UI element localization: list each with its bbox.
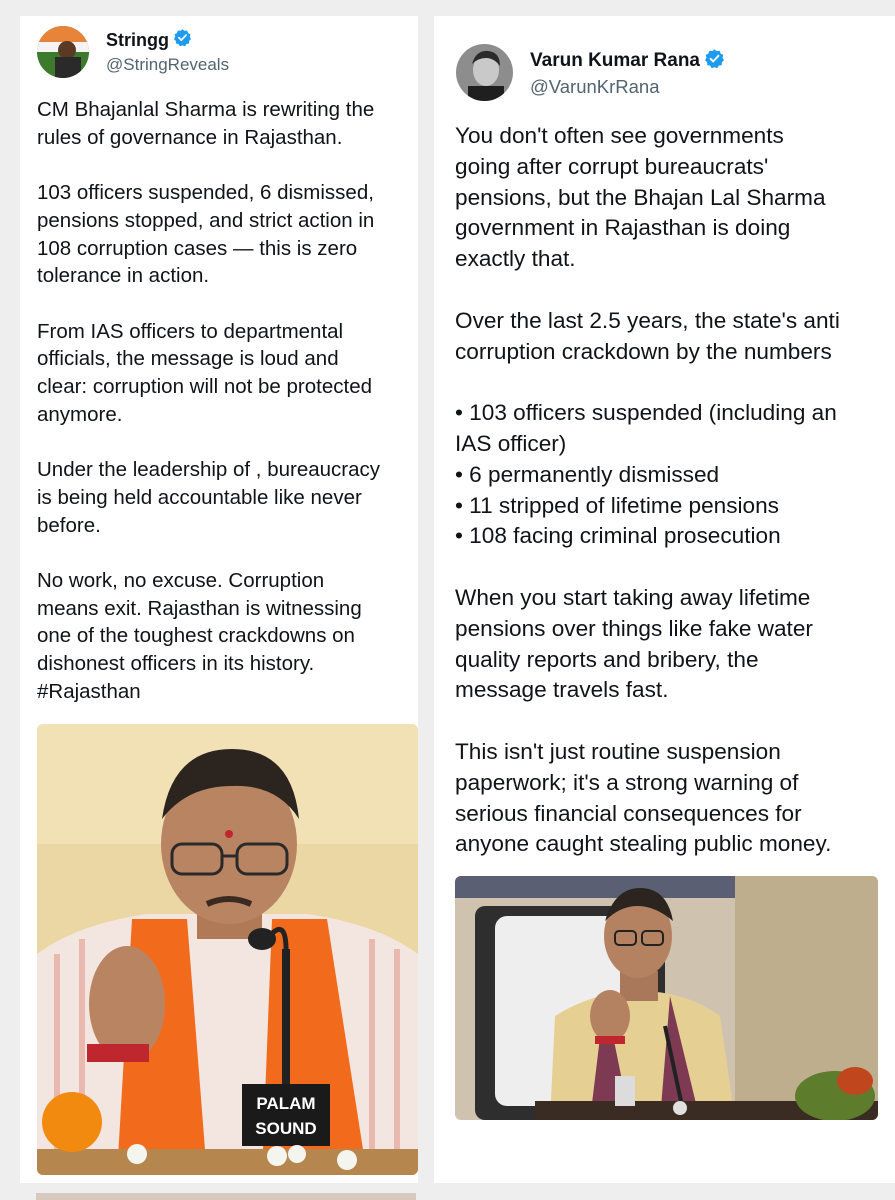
tweet-text: CM Bhajanlal Sharma is rewriting the rules of governance in Rajasthan. 103 officers suspended, 6 dismissed, pensions stopped, and strict action in 108 corruption cases — this is zero tolerance in action. From IAS officers to departmental officials, the message is loud and clear: corruption will not be protected anymore. Under the leadership of , bureaucracy is being held accountable like never before. No work, no excuse. Corruption means exit. Rajasthan is witnessing one of the toughest crackdowns on dishonest officers in its history. #Rajasthan bbox=[37, 98, 381, 703]
author-row bbox=[106, 28, 192, 52]
avatar-stringg[interactable] bbox=[37, 26, 89, 78]
photo-cm-at-meeting bbox=[455, 876, 878, 1120]
tweet-photo[interactable] bbox=[37, 724, 418, 1175]
sign-line2: SOUND bbox=[255, 1119, 317, 1138]
verified-badge-icon bbox=[704, 48, 725, 74]
photo-cm-at-podium bbox=[37, 724, 418, 1175]
handle[interactable]: @StringReveals bbox=[106, 55, 230, 74]
avatar-image bbox=[37, 26, 89, 78]
next-post-edge bbox=[36, 1193, 416, 1200]
display-name[interactable]: Varun Kumar Rana bbox=[530, 50, 700, 71]
author-row bbox=[530, 48, 725, 74]
avatar-image bbox=[456, 44, 513, 101]
handle[interactable]: @VarunKrRana bbox=[530, 76, 660, 97]
avatar-varun[interactable] bbox=[456, 44, 513, 101]
tweet-text: You don't often see governments going after corrupt bureaucrats' pensions, but the Bhajan Lal Sharma government in Rajasthan is doing exactly that. Over the last 2.5 years, the state's anti corruption crackdown by the numbers • 103 officers suspended (including an IAS officer) • 6 permanently dismissed • 11 stripped of lifetime pensions • 108 facing criminal prosecution When you start taking away lifetime pensions over things like fake water quality reports and bribery, the message travels fast. This isn't just routine suspension paperwork; it's a strong warning of serious financial consequences for anyone caught stealing public money. bbox=[455, 123, 840, 857]
verified-badge-icon bbox=[173, 28, 192, 52]
sign-line1: PALAM bbox=[256, 1094, 316, 1113]
post-card-stringg[interactable] bbox=[20, 16, 418, 1183]
display-name[interactable]: Stringg bbox=[106, 29, 169, 50]
post-card-varun[interactable] bbox=[434, 16, 895, 1183]
tweet-photo[interactable] bbox=[455, 876, 878, 1120]
